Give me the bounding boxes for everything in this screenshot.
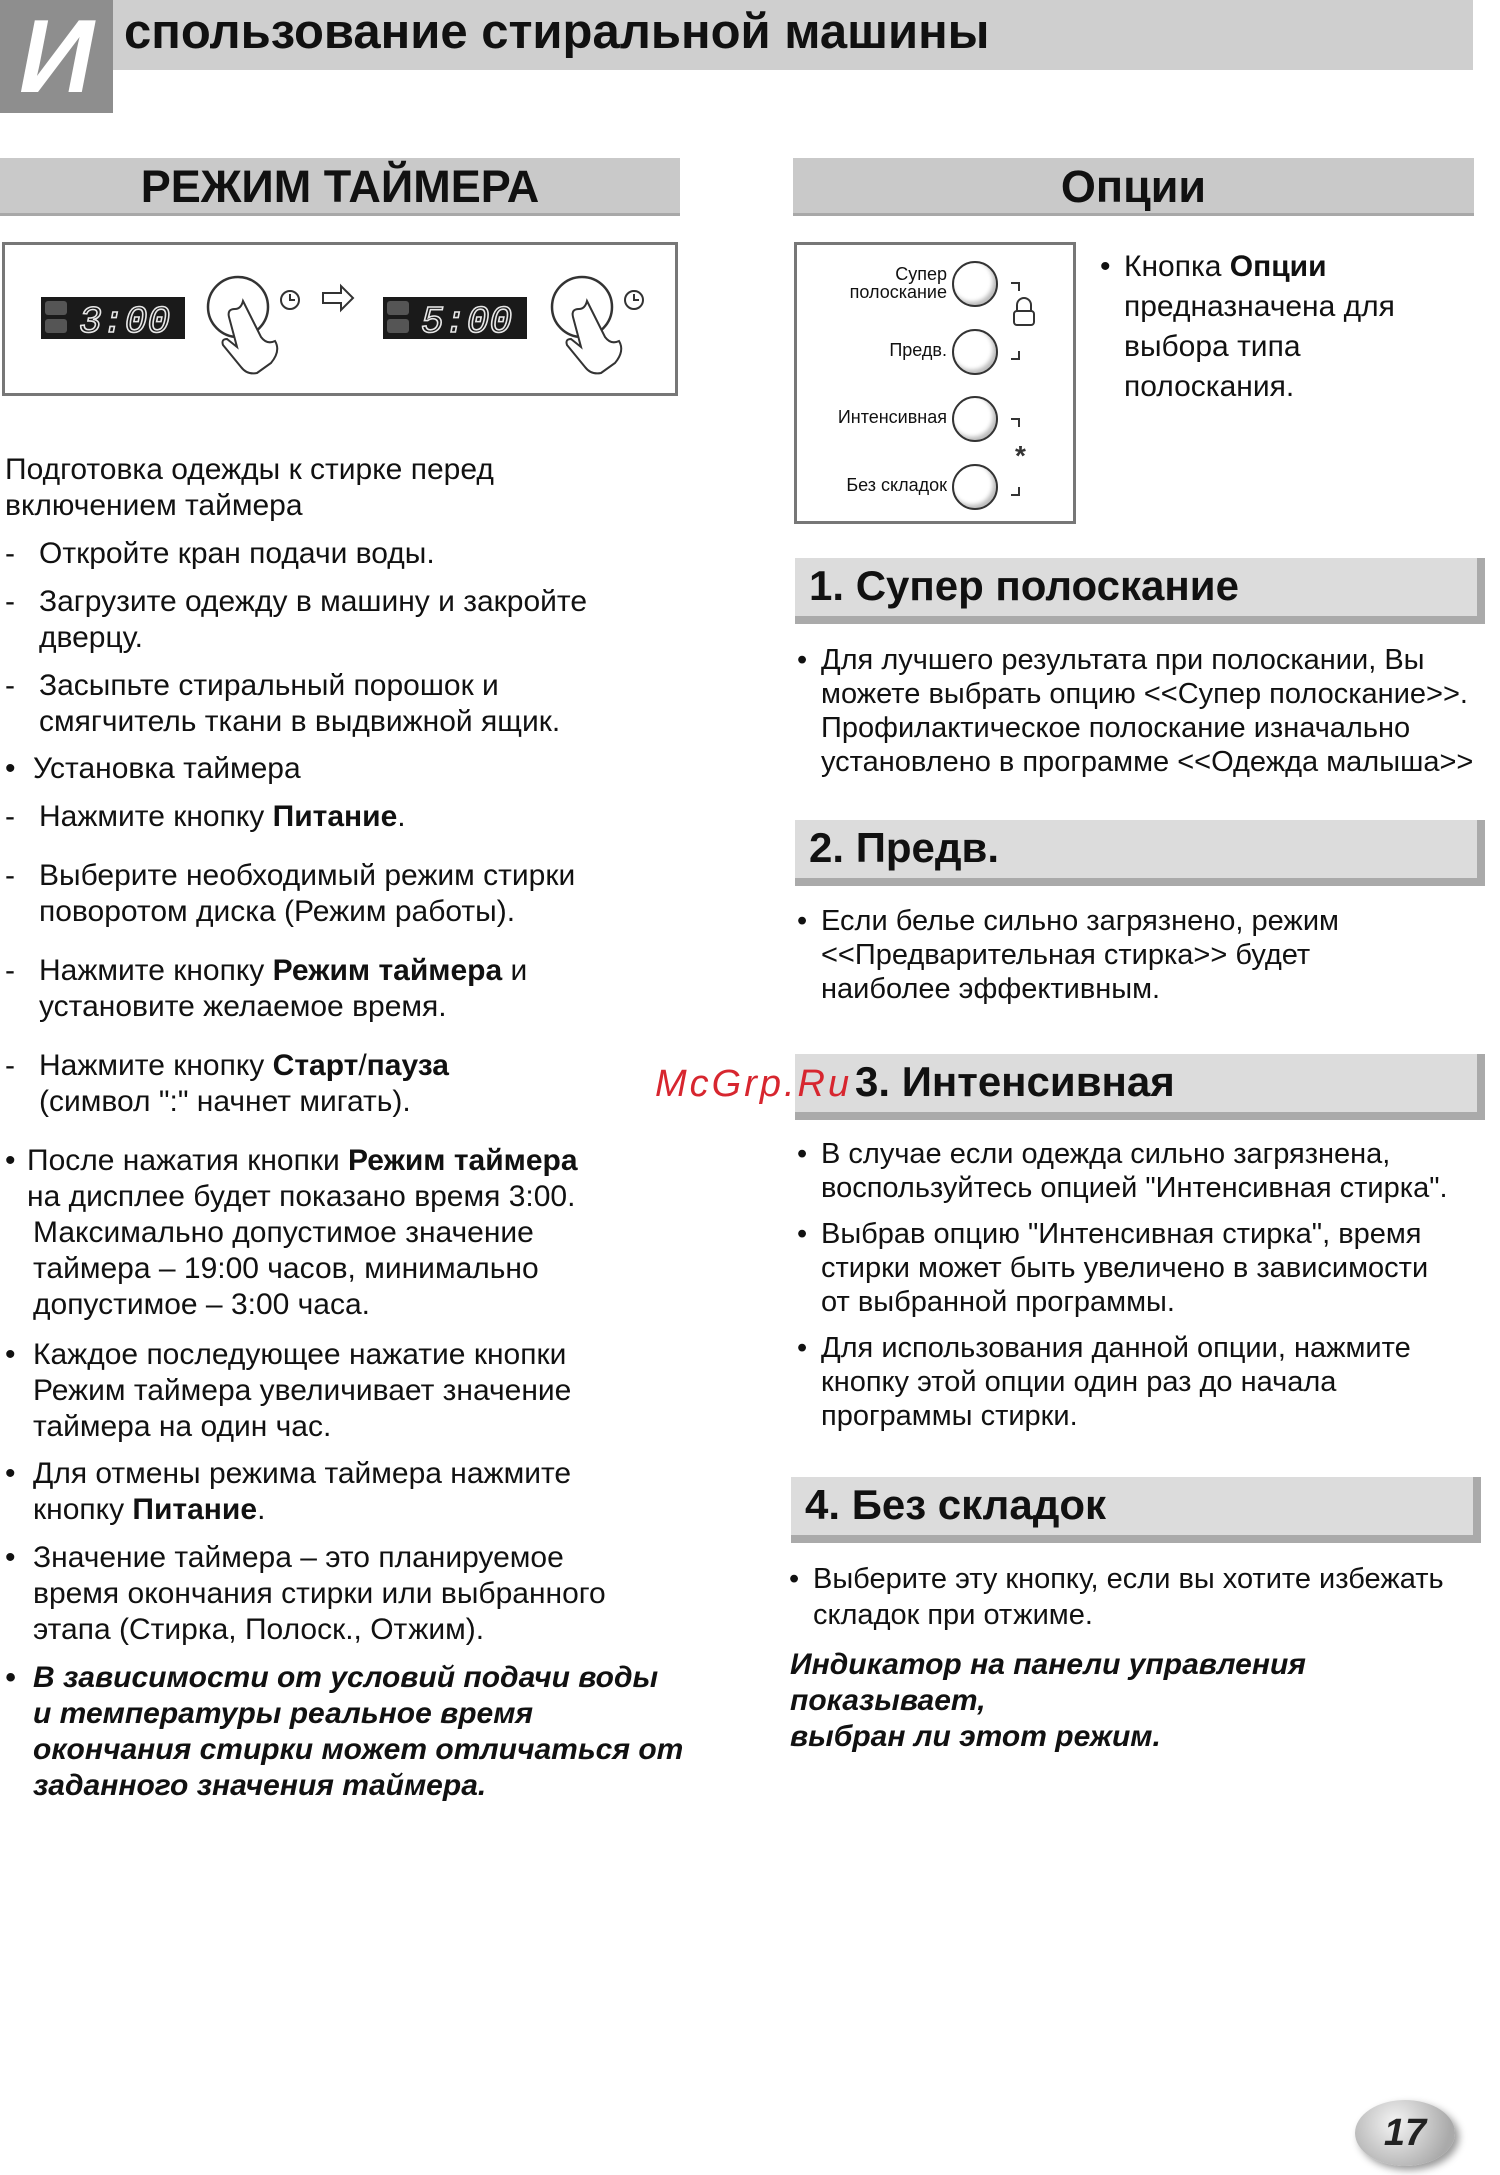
prep-heading-line: Подготовка одежды к стирке перед bbox=[5, 453, 494, 486]
list-marker: • bbox=[5, 752, 16, 785]
list-marker: • bbox=[5, 1661, 16, 1694]
arrow-right-icon bbox=[323, 286, 353, 310]
section-no-crease-note: Индикатор на панели управления показывает, выбран ли этот режим. bbox=[790, 1648, 1306, 1753]
prep-heading-line: включением таймера bbox=[5, 489, 303, 522]
list-item-text: Откройте кран подачи воды. bbox=[39, 537, 435, 570]
hand-press-icon bbox=[552, 277, 621, 373]
section-no-crease-title: 4. Без складок bbox=[791, 1477, 1481, 1543]
panel-brackets bbox=[1005, 259, 1055, 499]
step-start: - Нажмите кнопку Старт/пауза (символ ":" начнет мигать). bbox=[5, 1049, 449, 1118]
list-item-text: дверцу. bbox=[39, 621, 143, 654]
page-number: 17 bbox=[1383, 2111, 1427, 2154]
list-item-text: смягчитель ткани в выдвижной ящик. bbox=[39, 705, 561, 738]
panel-label-prewash: Предв. bbox=[889, 340, 947, 360]
options-intro: • Кнопка Опции предназначена для выбора типа полоскания. bbox=[1100, 247, 1395, 407]
list-marker: • bbox=[797, 644, 808, 676]
section-intensive-text-1: • В случае если одежда сильно загрязнена, воспользуйтесь опцией "Интенсивная стирка". bbox=[797, 1138, 1448, 1204]
list-marker: - bbox=[5, 585, 15, 618]
display-panel-2 bbox=[383, 297, 527, 344]
display-2-time: 5:00 bbox=[421, 301, 513, 344]
display-1-time: 3:00 bbox=[79, 301, 171, 344]
list-item bbox=[5, 668, 560, 740]
timer-section-title: РЕЖИМ ТАЙМЕРА bbox=[0, 158, 680, 216]
no-crease-button bbox=[952, 464, 998, 510]
prewash-button bbox=[952, 329, 998, 375]
list-item-text: Загрузите одежду в машину и закройте bbox=[39, 585, 587, 618]
note-after: • После нажатия кнопки Режим таймера на дисплее будет показано время 3:00. Максимально допустимое значение таймера – 19:00 часов, минимально допустимое – 3:00 часа. bbox=[5, 1144, 578, 1321]
list-item-text: Установка таймера bbox=[33, 752, 301, 785]
step-program: - Выберите необходимый режим стирки поворотом диска (Режим работы). bbox=[5, 859, 576, 928]
list-item-text: Засыпьте стиральный порошок и bbox=[39, 669, 499, 702]
step-power: - Нажмите кнопку Питание. bbox=[5, 800, 406, 833]
note-each: • Каждое последующее нажатие кнопки Режим таймера увеличивает значение таймера на один час. bbox=[5, 1338, 572, 1443]
list-item bbox=[5, 751, 301, 787]
timer-display-illustration bbox=[2, 242, 678, 396]
list-marker: - bbox=[5, 1049, 15, 1082]
panel-label-super-2: полоскание bbox=[849, 282, 947, 302]
section-intensive-title: 3. Интенсивная bbox=[795, 1054, 1485, 1120]
super-rinse-button bbox=[952, 261, 998, 307]
section-prewash-text: • Если белье сильно загрязнено, режим <<Предварительная стирка>> будет наиболее эффективным. bbox=[797, 905, 1339, 1005]
clock-icon bbox=[281, 291, 299, 309]
section-super-rinse-text: • Для лучшего результата при полоскании, Вы можете выбрать опцию <<Супер полоскание>>. Профилактическое полоскание изначально установлено в программе <<Одежда малыша>> bbox=[797, 644, 1474, 778]
timer-display-svg bbox=[5, 245, 675, 393]
list-marker: • bbox=[5, 1338, 16, 1371]
list-item bbox=[5, 584, 587, 656]
list-item bbox=[5, 536, 435, 572]
asterisk-icon: * bbox=[1015, 440, 1026, 471]
child-lock-icon bbox=[1014, 298, 1034, 325]
list-marker: • bbox=[789, 1563, 800, 1595]
list-marker: - bbox=[5, 859, 15, 892]
page-title: спользование стиральной машины bbox=[124, 5, 990, 59]
section-no-crease-text: • Выберите эту кнопку, если вы хотите избежать складок при отжиме. bbox=[789, 1563, 1444, 1631]
section-intensive-text-2: • Выбрав опцию "Интенсивная стирка", время стирки может быть увеличено в зависимости от выбранной программы. bbox=[797, 1218, 1429, 1318]
list-marker: - bbox=[5, 537, 15, 570]
panel-label-nocrease: Без складок bbox=[846, 475, 947, 495]
list-marker: • bbox=[5, 1144, 16, 1177]
hand-press-icon bbox=[208, 277, 277, 373]
watermark: McGrp.Ru bbox=[655, 1063, 853, 1105]
options-panel-illustration bbox=[794, 242, 1076, 524]
list-marker: • bbox=[1100, 250, 1111, 283]
display-panel-1 bbox=[41, 297, 185, 344]
list-marker: - bbox=[5, 954, 15, 987]
list-marker: • bbox=[797, 1218, 808, 1250]
section-intensive-text-3: • Для использования данной опции, нажмите кнопку этой опции один раз до начала программы стирки. bbox=[797, 1332, 1411, 1432]
list-marker: • bbox=[797, 1138, 808, 1170]
options-section-title: Опции bbox=[793, 158, 1474, 216]
list-marker: • bbox=[797, 1332, 808, 1364]
note-cancel: • Для отмены режима таймера нажмите кнопку Питание. bbox=[5, 1457, 572, 1526]
panel-label-super: Супер bbox=[895, 264, 947, 284]
panel-label-intensive: Интенсивная bbox=[837, 407, 947, 427]
list-marker: • bbox=[5, 1541, 16, 1574]
list-marker: - bbox=[5, 800, 15, 833]
intensive-button bbox=[952, 396, 998, 442]
step-timer: - Нажмите кнопку Режим таймера и установите желаемое время. bbox=[5, 954, 528, 1023]
prep-heading bbox=[5, 452, 494, 524]
header-initial-letter: И bbox=[19, 0, 94, 115]
list-marker: • bbox=[5, 1457, 16, 1490]
clock-icon bbox=[625, 291, 643, 309]
note-value: • Значение таймера – это планируемое время окончания стирки или выбранного этапа (Стирка, Полоск., Отжим). bbox=[5, 1541, 606, 1646]
note-warning: • В зависимости от условий подачи воды и температуры реальное время окончания стирки может отличаться от заданного значения таймера. bbox=[5, 1661, 684, 1802]
list-marker: - bbox=[5, 669, 15, 702]
section-prewash-title: 2. Предв. bbox=[795, 820, 1485, 886]
list-marker: • bbox=[797, 905, 808, 937]
section-super-rinse-title: 1. Супер полоскание bbox=[795, 558, 1485, 624]
